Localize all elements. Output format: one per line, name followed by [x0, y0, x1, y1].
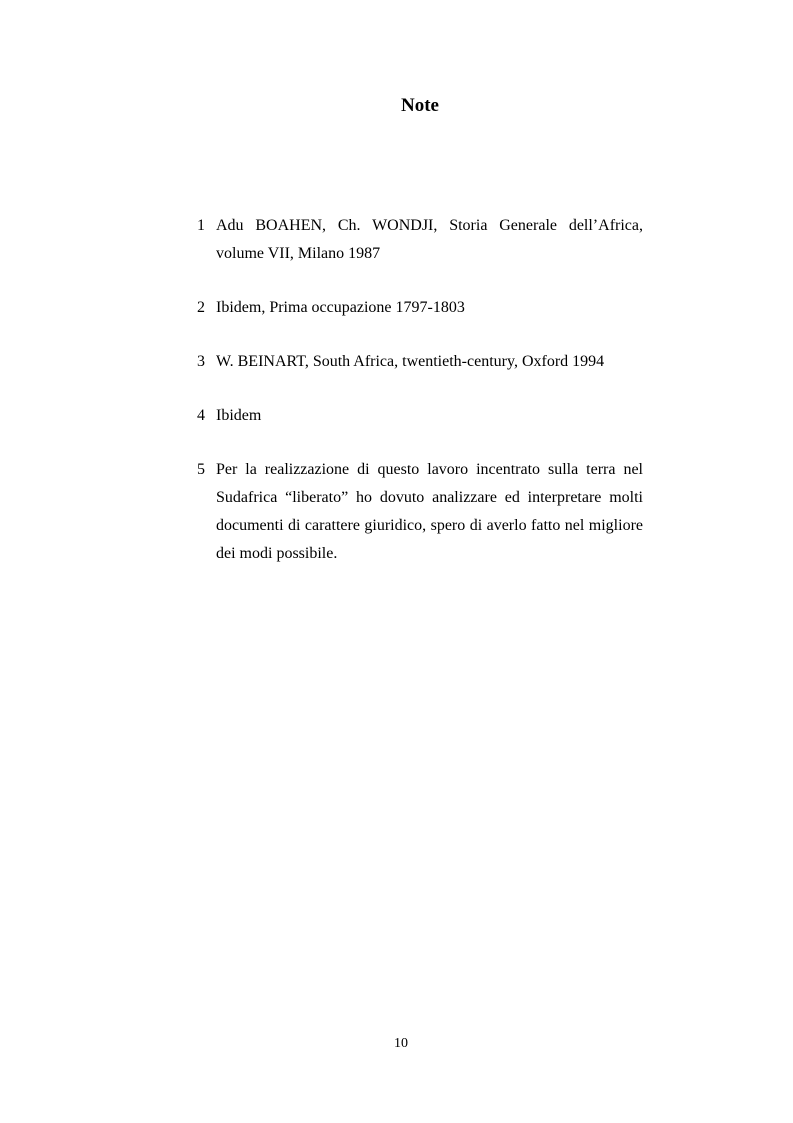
note-text: Adu BOAHEN, Ch. WONDJI, Storia Generale dell’Africa, volume VII, Milano 1987	[216, 217, 643, 262]
note-text: Ibidem	[216, 407, 262, 424]
note-number: 2	[197, 299, 205, 316]
note-item-4	[197, 402, 643, 430]
note-number: 5	[197, 461, 205, 478]
note-item-1	[197, 212, 643, 268]
note-item-5	[197, 456, 643, 568]
page-title: Note	[401, 95, 439, 116]
page-number: 10	[394, 1036, 408, 1051]
note-item-2	[197, 294, 643, 322]
note-text: Ibidem, Prima occupazione 1797-1803	[216, 299, 465, 316]
note-text: W. BEINART, South Africa, twentieth-century, Oxford 1994	[216, 353, 605, 370]
note-number: 4	[197, 407, 205, 424]
note-number: 3	[197, 353, 205, 370]
note-item-3	[197, 348, 643, 376]
note-number: 1	[197, 217, 205, 234]
note-text: Per la realizzazione di questo lavoro incentrato sulla terra nel Sudafrica “liberato” ho dovuto analizzare ed interpretare molti documenti di carattere giuridico, spero di averlo fatto nel migliore dei modi possibile.	[216, 461, 643, 562]
notes-list	[197, 212, 643, 594]
